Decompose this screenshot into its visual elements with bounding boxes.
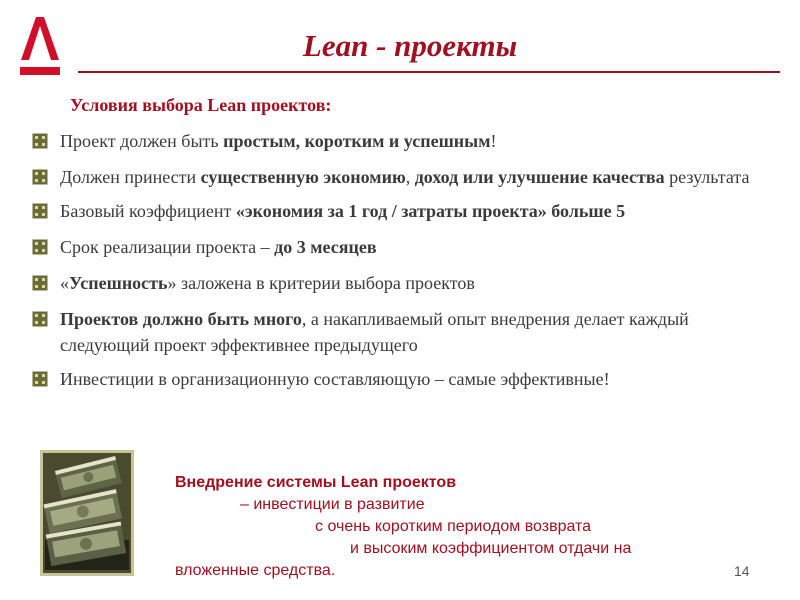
list-item <box>30 198 780 224</box>
list-item <box>30 128 780 154</box>
alfa-bank-logo-icon <box>18 14 62 78</box>
item-text: Инвестиции в организационную составляющую – самые эффективные! <box>60 369 610 389</box>
bullet-icon <box>32 133 48 149</box>
item-emphasis: Успешность <box>69 273 168 293</box>
item-emphasis: Проектов должно быть много <box>60 309 302 329</box>
bullet-icon <box>32 371 48 387</box>
item-text: , <box>405 167 415 187</box>
item-emphasis: существенную экономию <box>200 167 406 187</box>
item-text: ! <box>490 131 497 151</box>
callout-line: с очень коротким периодом возврата <box>315 518 592 535</box>
bullet-icon <box>32 275 48 291</box>
item-text: Базовый коэффициент <box>60 201 236 221</box>
item-text: результата <box>664 167 750 187</box>
list-item <box>30 234 780 260</box>
item-text: « <box>60 273 69 293</box>
item-emphasis: до 3 месяцев <box>274 237 377 257</box>
callout-line: вложенные средства. <box>175 562 336 579</box>
conditions-list <box>30 128 780 392</box>
item-text: Проект должен быть <box>60 131 224 151</box>
callout-text <box>175 472 631 582</box>
callout-line: – инвестиции в развитие <box>240 496 425 513</box>
bullet-icon <box>32 169 48 185</box>
callout-heading: Внедрение системы Lean проектов <box>175 474 457 491</box>
list-item <box>30 306 780 358</box>
item-emphasis: «экономия за 1 год / затраты проекта» больше 5 <box>235 201 626 221</box>
list-item <box>30 366 780 392</box>
page-number: 14 <box>734 563 750 579</box>
callout-line: и высоким коэффициентом отдачи на <box>350 540 632 557</box>
page-title: Lean - проекты <box>302 28 518 63</box>
bullet-icon <box>32 203 48 219</box>
item-text: Срок реализации проекта – <box>60 237 275 257</box>
section-subtitle: Условия выбора Lean проектов: <box>70 95 332 115</box>
item-emphasis: доход или улучшение качества <box>414 167 665 187</box>
item-text: » заложена в критерии выбора проектов <box>167 273 475 293</box>
list-item <box>30 270 780 296</box>
item-emphasis: простым, коротким и успешным <box>223 131 491 151</box>
bullet-icon <box>32 311 48 327</box>
item-text: Должен принести <box>60 167 201 187</box>
title-divider <box>78 71 780 73</box>
money-stack-image <box>40 450 134 576</box>
list-item <box>30 164 780 190</box>
bullet-icon <box>32 239 48 255</box>
item-text: , а накапливаемый опыт внедрения делает каждый следующий проект эффективнее предыдущего <box>60 309 689 355</box>
